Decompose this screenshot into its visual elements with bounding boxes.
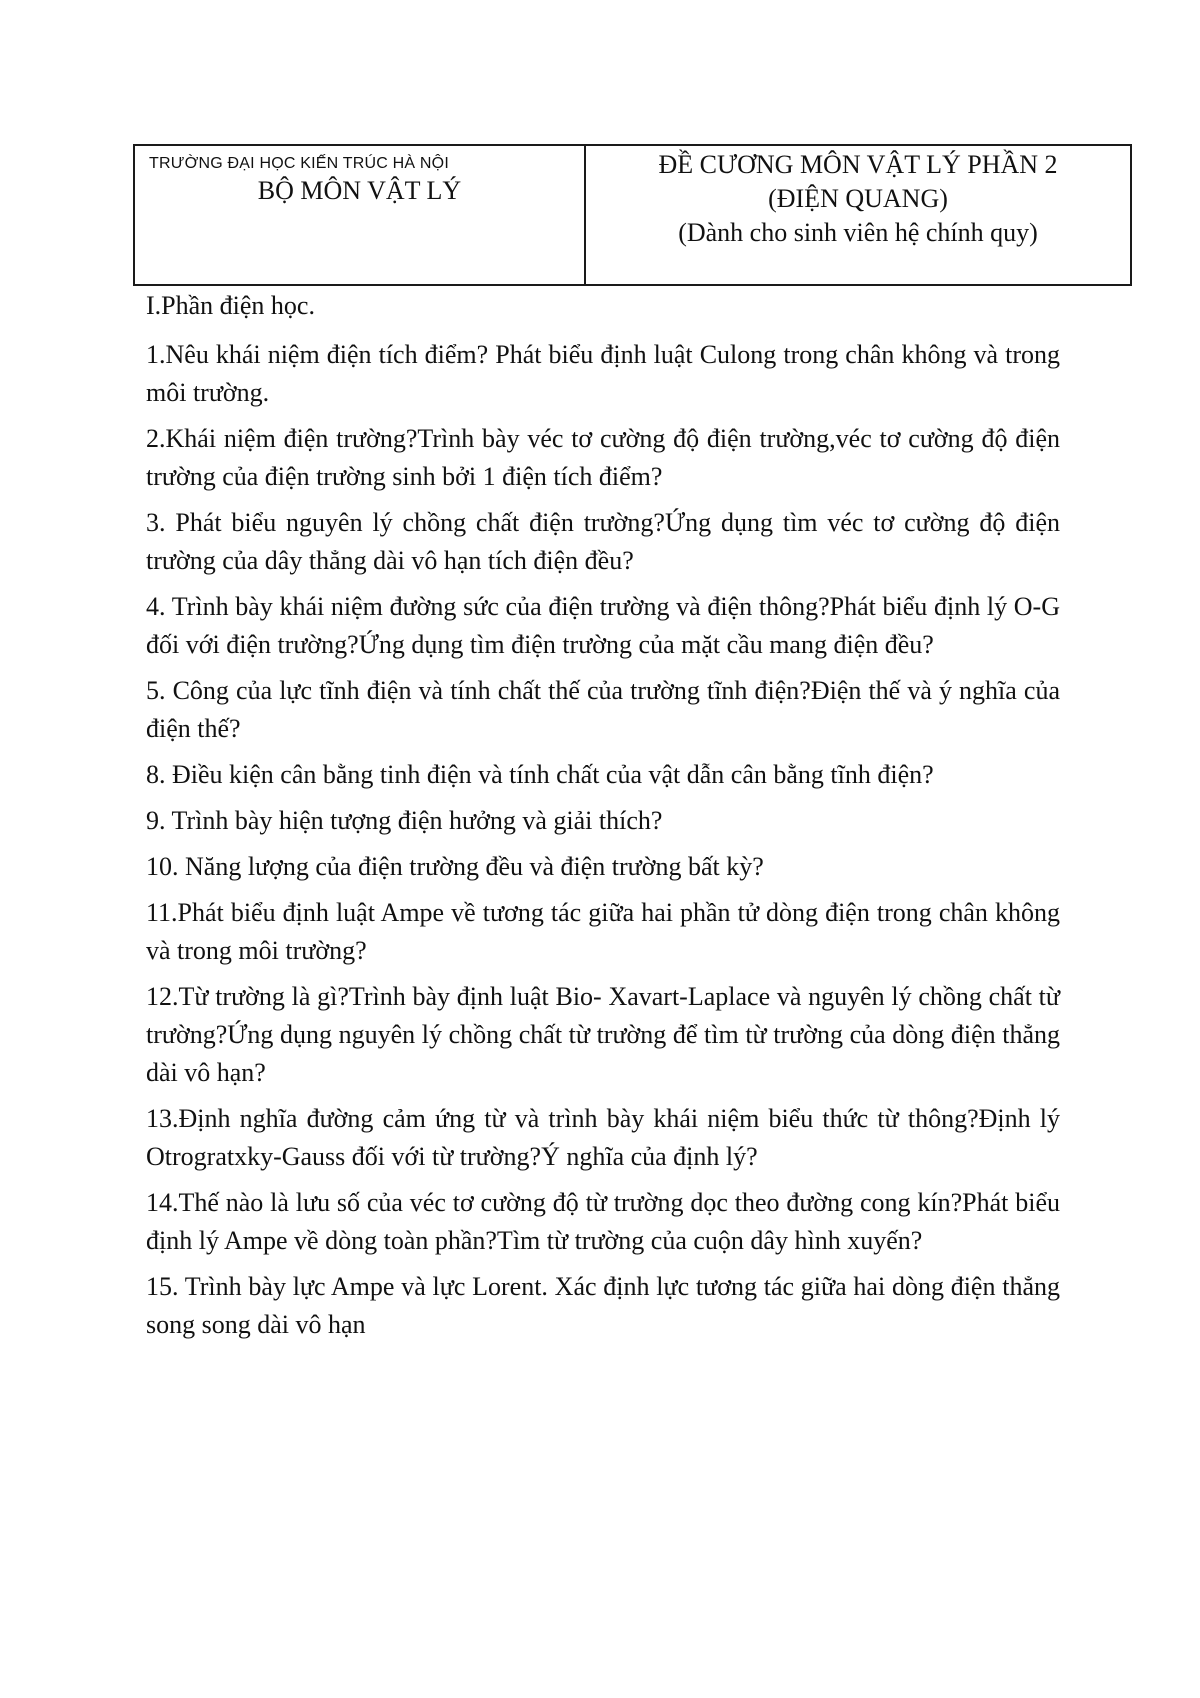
question-item: 2.Khái niệm điện trường?Trình bày véc tơ cường độ điện trường,véc tơ cường độ điện trường của điện trường sinh bởi 1 điện tích điểm? xyxy=(146,424,1060,491)
question-item: 12.Từ trường là gì?Trình bày định luật Bio- Xavart-Laplace và nguyên lý chồng chất từ trường?Ứng dụng nguyên lý chồng chất từ trường để tìm từ trường của dòng điện thẳng dài vô hạn? xyxy=(146,982,1060,1087)
question-item: 14.Thế nào là lưu số của véc tơ cường độ từ trường dọc theo đường cong kín?Phát biểu định lý Ampe về dòng toàn phần?Tìm từ trường của cuộn dây hình xuyến? xyxy=(146,1188,1060,1255)
header-right-cell xyxy=(586,146,1130,284)
header-table xyxy=(133,144,1132,286)
question-item: 11.Phát biểu định luật Ampe về tương tác giữa hai phần tử dòng điện trong chân không và trong môi trường? xyxy=(146,898,1060,965)
document-subtitle: (ĐIỆN QUANG) xyxy=(768,184,948,213)
question-item: 4. Trình bày khái niệm đường sức của điện trường và điện thông?Phát biểu định lý O-G đối với điện trường?Ứng dụng tìm điện trường của mặt cầu mang điện đều? xyxy=(146,592,1060,659)
header-left-cell xyxy=(135,146,586,284)
question-item: 5. Công của lực tĩnh điện và tính chất thế của trường tĩnh điện?Điện thế và ý nghĩa của điện thế? xyxy=(146,676,1060,743)
document-title: ĐỀ CƯƠNG MÔN VẬT LÝ PHẦN 2 xyxy=(658,150,1058,179)
question-item: 3. Phát biểu nguyên lý chồng chất điện trường?Ứng dụng tìm véc tơ cường độ điện trường của dây thẳng dài vô hạn tích điện đều? xyxy=(146,508,1060,575)
question-item: 13.Định nghĩa đường cảm ứng từ và trình bày khái niệm biểu thức từ thông?Định lý Otrogratxky-Gauss đối với từ trường?Ý nghĩa của định lý? xyxy=(146,1104,1060,1171)
question-item: 1.Nêu khái niệm điện tích điểm? Phát biểu định luật Culong trong chân không và trong môi trường. xyxy=(146,340,1060,407)
school-name: TRƯỜNG ĐẠI HỌC KIẾN TRÚC HÀ NỘI xyxy=(149,155,449,172)
audience-note: (Dành cho sinh viên hệ chính quy) xyxy=(678,218,1038,247)
question-item: 15. Trình bày lực Ampe và lực Lorent. Xác định lực tương tác giữa hai dòng điện thẳng song song dài vô hạn xyxy=(146,1272,1060,1339)
question-item: 10. Năng lượng của điện trường đều và điện trường bất kỳ? xyxy=(146,852,764,881)
department-name: BỘ MÔN VẬT LÝ xyxy=(257,176,462,205)
question-item: 9. Trình bày hiện tượng điện hưởng và giải thích? xyxy=(146,806,663,835)
question-list xyxy=(146,287,1060,1352)
section-title: I.Phần điện học. xyxy=(146,291,315,320)
question-item: 8. Điều kiện cân bằng tinh điện và tính chất của vật dẫn cân bằng tĩnh điện? xyxy=(146,760,934,789)
